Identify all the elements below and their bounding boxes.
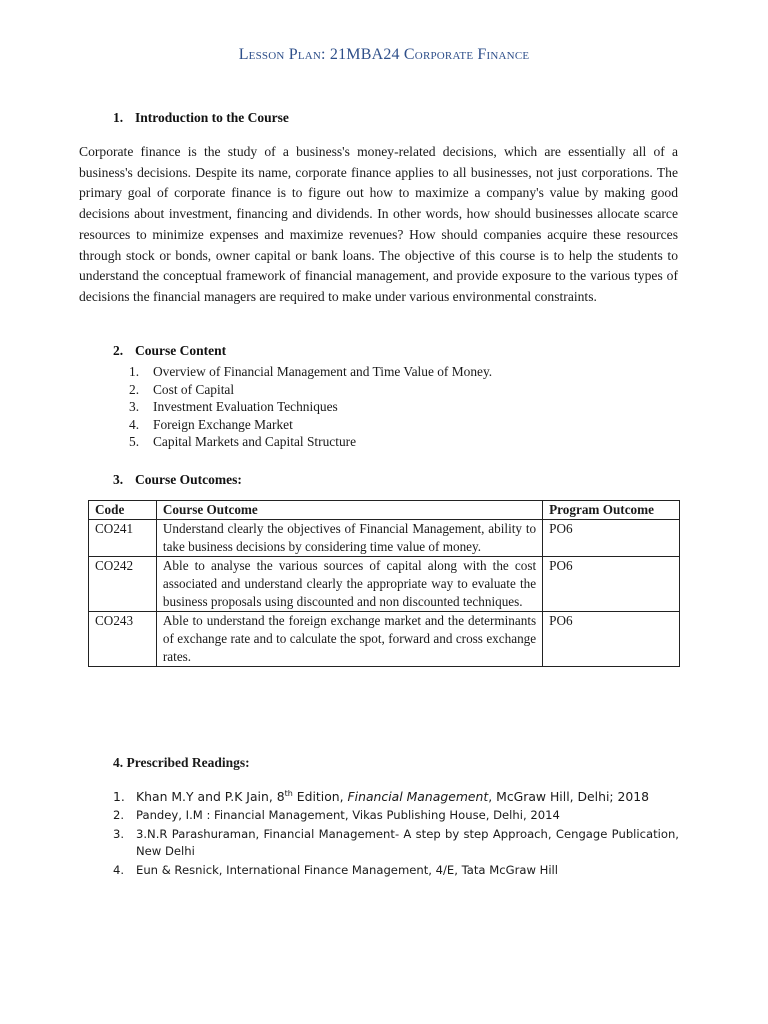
cell-program-outcome: PO6: [543, 612, 680, 667]
table-row: [89, 557, 680, 612]
cell-outcome: Able to understand the foreign exchange market and the determinants of exchange rate and to calculate the spot, forward and cross exchange rates.: [156, 612, 542, 667]
list-item: 5. Capital Markets and Capital Structure: [129, 434, 357, 450]
table-row: [89, 612, 680, 667]
column-header-code: Code: [89, 501, 157, 520]
list-item: 4. Eun & Resnick, International Finance Management, 4/E, Tata McGraw Hill: [113, 863, 558, 877]
table-header-row: [89, 501, 680, 520]
cell-program-outcome: PO6: [543, 520, 680, 557]
cell-code: CO243: [89, 612, 157, 667]
section-number: 3.: [113, 472, 124, 487]
table-row: [89, 520, 680, 557]
course-outcomes-table: [88, 500, 680, 667]
page-title: Lesson Plan: 21MBA24 Corporate Finance: [238, 46, 530, 63]
section-heading-course-content: [113, 343, 226, 359]
list-item: 2. Pandey, I.M : Financial Management, Vikas Publishing House, Delhi, 2014: [113, 808, 560, 822]
intro-paragraph: Corporate finance is the study of a business's money-related decisions, which are essentially all of a business's decisions. Despite its name, corporate finance applies to all businesses, not just corporations. The primary goal of corporate finance is to figure out how to maximize a company's value by making good decisions about investment, financing and dividends. In other words, how should businesses allocate scarce resources to minimize expenses and maximize revenues? How should companies acquire these resources through stock or bonds, owner capital or bank loans. The objective of this course is to help the students to understand the conceptual framework of financial management, and provide exposure to the various types of decisions the financial managers are required to make under various environmental constraints.: [79, 144, 678, 304]
section-title: Introduction to the Course: [135, 110, 289, 125]
column-header-course-outcome: Course Outcome: [156, 501, 542, 520]
cell-outcome: Understand clearly the objectives of Financial Management, ability to take business decisions by considering time value of money.: [156, 520, 542, 557]
course-content-list: [129, 363, 492, 451]
section-number: 2.: [113, 343, 124, 358]
section-heading-prescribed-readings: 4. Prescribed Readings:: [113, 755, 250, 770]
list-item: 1. Overview of Financial Management and Time Value of Money.: [129, 364, 493, 379]
cell-code: CO242: [89, 557, 157, 612]
cell-outcome: Able to analyse the various sources of capital along with the cost associated and understand clearly the appropriate way to evaluate the business proposals using discounted and non discounted techniques.: [156, 557, 542, 612]
column-header-program-outcome: Program Outcome: [543, 501, 680, 520]
list-item: 3. Investment Evaluation Techniques: [129, 399, 338, 415]
cell-program-outcome: PO6: [543, 557, 680, 612]
list-item: 2. Cost of Capital: [129, 381, 235, 397]
section-heading-introduction: [113, 110, 289, 126]
section-heading-course-outcomes: [113, 472, 242, 488]
section-number: 1.: [113, 110, 124, 125]
section-title: Course Outcomes:: [135, 472, 242, 487]
prescribed-readings-list: [113, 788, 679, 881]
list-item: 3. 3.N.R Parashuraman, Financial Management- A step by step Approach, Cengage Publication, New Delhi: [113, 827, 679, 858]
list-item: 4. Foreign Exchange Market: [129, 416, 293, 432]
section-title: Course Content: [135, 343, 227, 358]
list-item: 1. Khan M.Y and P.K Jain, 8th Edition, Financial Management, McGraw Hill, Delhi; 2018: [113, 788, 650, 804]
cell-code: CO241: [89, 520, 157, 557]
